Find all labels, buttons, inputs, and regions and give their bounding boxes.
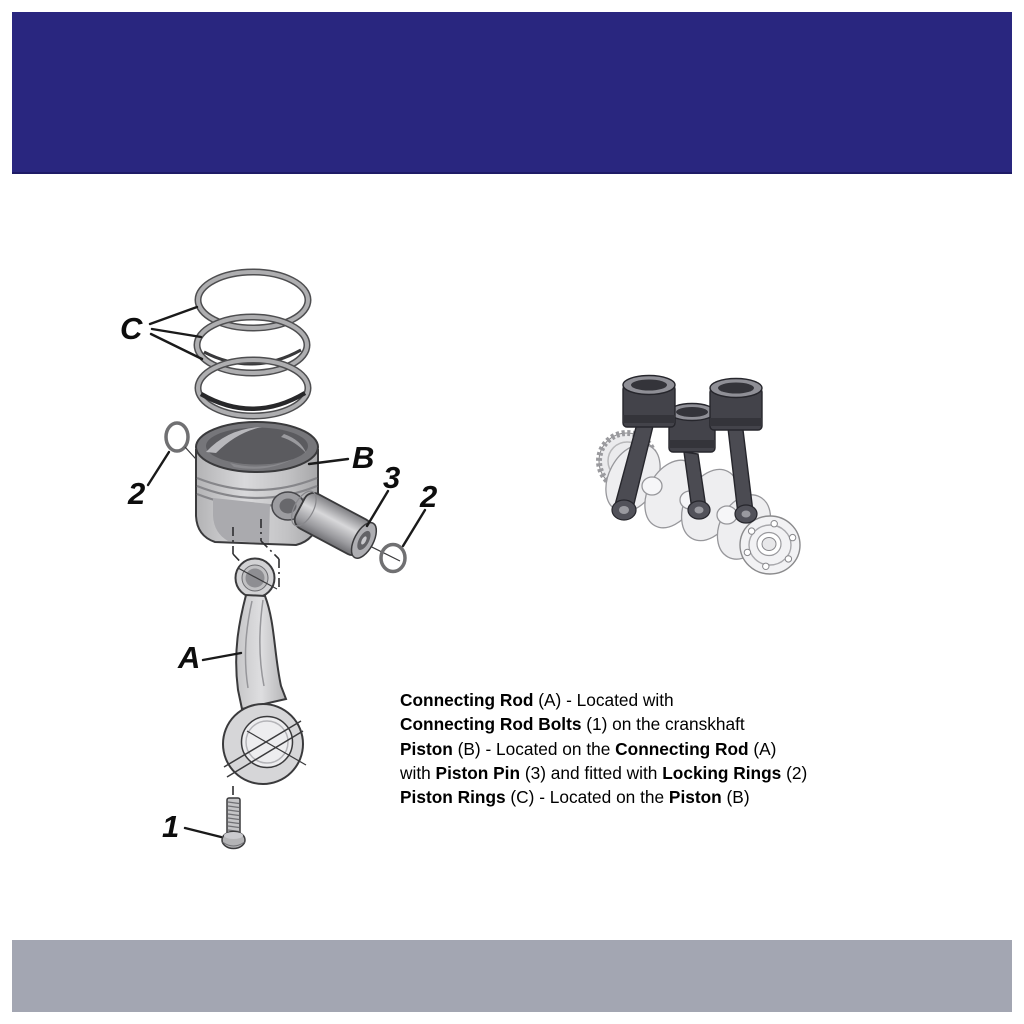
caption-line-3: Piston (B) - Located on the Connecting Rod (A) [400, 738, 777, 759]
svg-text:A: A [178, 640, 201, 675]
svg-text:2: 2 [128, 476, 146, 511]
svg-text:C: C [120, 311, 143, 346]
label-locking-ring-right [403, 479, 437, 546]
label-connecting-rod [177, 640, 241, 675]
piston-rings-illustration [197, 272, 308, 416]
assembly-piston-right [710, 379, 762, 431]
assembly-piston-left [623, 376, 675, 428]
label-piston-rings [120, 307, 202, 359]
svg-text:2: 2 [420, 479, 438, 514]
caption-line-4: with Piston Pin (3) and fitted with Locking Rings (2) [400, 762, 808, 783]
connecting-rod-illustration [223, 559, 306, 798]
svg-text:3: 3 [383, 460, 401, 495]
bottom-banner [12, 940, 1012, 1012]
crankshaft-flange [740, 516, 800, 574]
top-banner [12, 12, 1012, 174]
parts-description [400, 688, 900, 809]
label-locking-ring-left [127, 452, 169, 511]
rod-bolt-illustration [222, 798, 245, 849]
caption-line-1: Connecting Rod (A) - Located with [400, 690, 674, 710]
label-rod-bolt [162, 809, 221, 844]
assembly-piston-middle [669, 404, 715, 453]
svg-text:B: B [352, 440, 375, 475]
crankshaft-assembly-illustration [575, 370, 820, 585]
caption-line-5: Piston Rings (C) - Located on the Piston (B) [400, 787, 750, 808]
caption-line-2: Connecting Rod Bolts (1) on the cranskhaft [400, 714, 745, 735]
svg-text:1: 1 [162, 809, 180, 844]
